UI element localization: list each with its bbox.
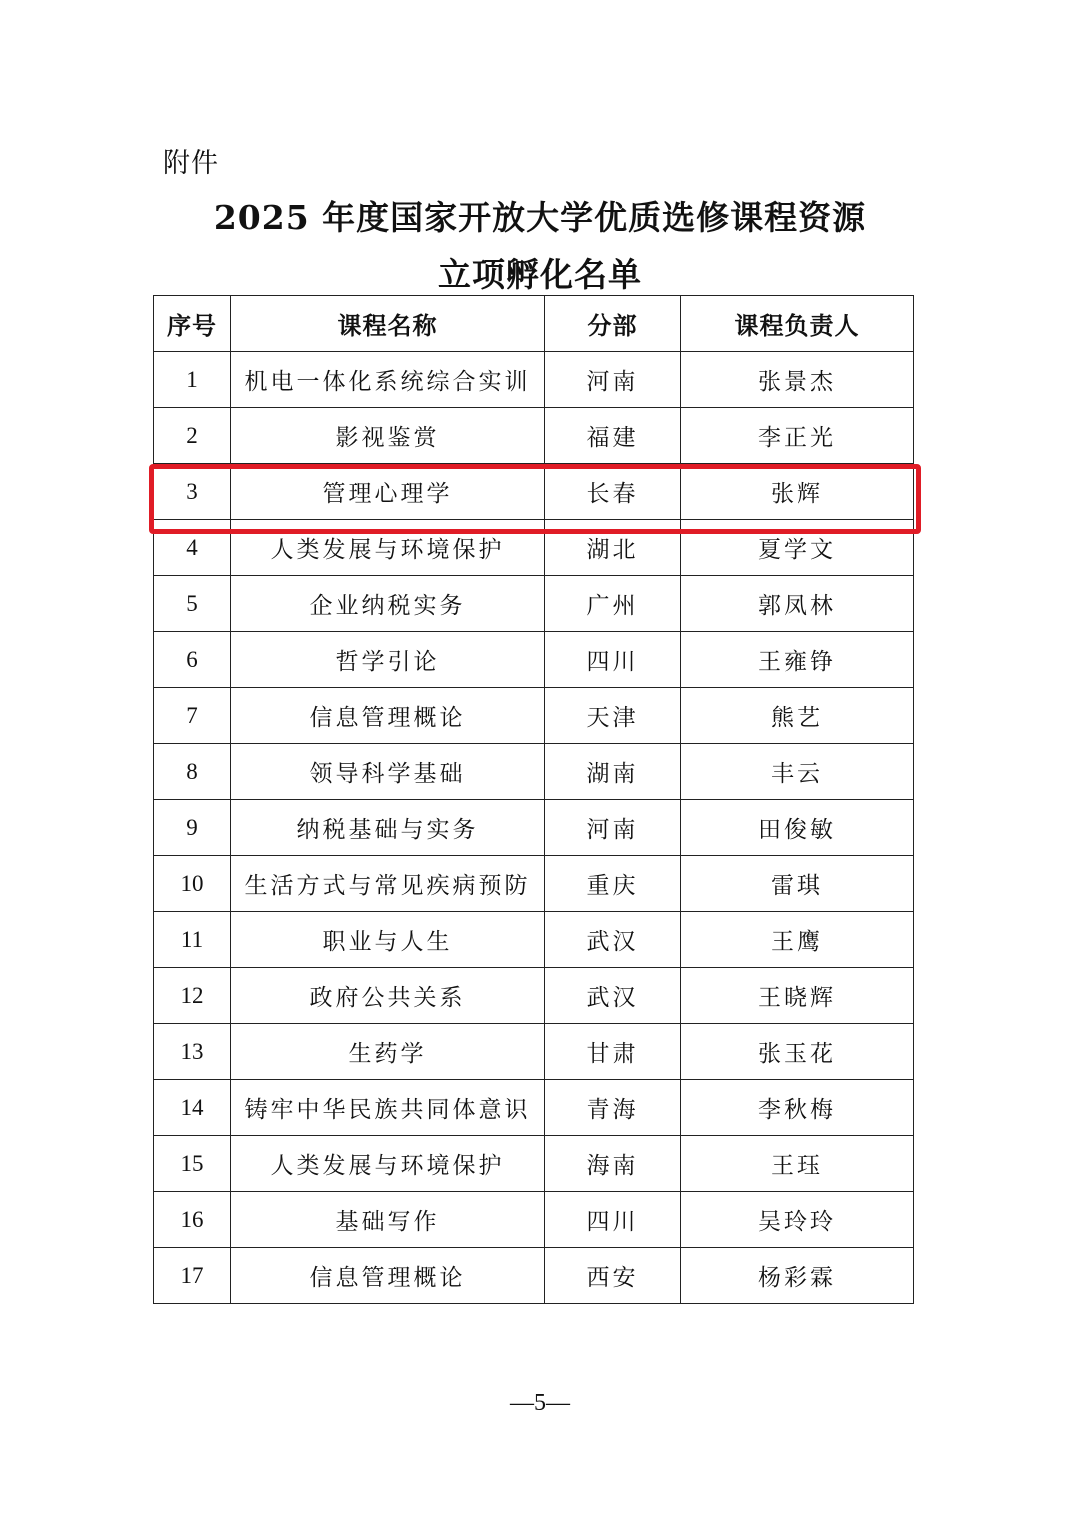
table-row — [154, 688, 914, 744]
table-row — [154, 632, 914, 688]
row-course-lead-cell: 熊艺 — [681, 688, 914, 744]
table-row — [154, 464, 914, 520]
row-index-cell: 2 — [154, 408, 231, 464]
row-course-lead-cell: 李正光 — [681, 408, 914, 464]
row-branch-cell: 青海 — [545, 1080, 681, 1136]
table-header-row — [154, 296, 914, 352]
row-branch-cell: 四川 — [545, 1192, 681, 1248]
row-course-name-cell: 信息管理概论 — [231, 1248, 545, 1304]
row-course-lead-cell: 杨彩霖 — [681, 1248, 914, 1304]
row-course-lead-cell: 夏学文 — [681, 520, 914, 576]
row-branch-cell: 武汉 — [545, 968, 681, 1024]
table-row — [154, 520, 914, 576]
table-row — [154, 1248, 914, 1304]
row-branch-cell: 武汉 — [545, 912, 681, 968]
row-course-name-cell: 政府公共关系 — [231, 968, 545, 1024]
row-index-cell: 8 — [154, 744, 231, 800]
row-course-lead-cell: 王雍铮 — [681, 632, 914, 688]
row-course-name-cell: 人类发展与环境保护 — [231, 1136, 545, 1192]
row-course-lead-cell: 吴玲玲 — [681, 1192, 914, 1248]
row-index-cell: 11 — [154, 912, 231, 968]
table-row — [154, 856, 914, 912]
table-row — [154, 744, 914, 800]
attachment-label: 附件 — [163, 148, 219, 179]
table-row — [154, 912, 914, 968]
row-branch-cell: 湖南 — [545, 744, 681, 800]
row-index-cell: 7 — [154, 688, 231, 744]
row-course-name-cell: 领导科学基础 — [231, 744, 545, 800]
row-course-lead-cell: 王鹰 — [681, 912, 914, 968]
row-course-name-cell: 生药学 — [231, 1024, 545, 1080]
row-course-name-cell: 铸牢中华民族共同体意识 — [231, 1080, 545, 1136]
header-course-lead: 课程负责人 — [681, 296, 914, 352]
row-course-lead-cell: 丰云 — [681, 744, 914, 800]
row-index-cell: 12 — [154, 968, 231, 1024]
table-row — [154, 1024, 914, 1080]
row-course-lead-cell: 张玉花 — [681, 1024, 914, 1080]
header-course-name: 课程名称 — [231, 296, 545, 352]
row-course-name-cell: 哲学引论 — [231, 632, 545, 688]
row-course-name-cell: 信息管理概论 — [231, 688, 545, 744]
table-row — [154, 576, 914, 632]
table-row — [154, 800, 914, 856]
course-list-table — [153, 295, 914, 1304]
row-course-lead-cell: 田俊敏 — [681, 800, 914, 856]
row-index-cell: 10 — [154, 856, 231, 912]
row-index-cell: 5 — [154, 576, 231, 632]
row-course-lead-cell: 雷琪 — [681, 856, 914, 912]
row-index-cell: 4 — [154, 520, 231, 576]
header-index: 序号 — [154, 296, 231, 352]
row-course-name-cell: 影视鉴赏 — [231, 408, 545, 464]
row-index-cell: 3 — [154, 464, 231, 520]
table-row — [154, 1136, 914, 1192]
row-branch-cell: 西安 — [545, 1248, 681, 1304]
table-row — [154, 352, 914, 408]
row-course-lead-cell: 张景杰 — [681, 352, 914, 408]
row-branch-cell: 甘肃 — [545, 1024, 681, 1080]
row-course-name-cell: 生活方式与常见疾病预防 — [231, 856, 545, 912]
row-branch-cell: 重庆 — [545, 856, 681, 912]
table-body — [154, 352, 914, 1304]
row-course-name-cell: 企业纳税实务 — [231, 576, 545, 632]
table-row — [154, 968, 914, 1024]
row-branch-cell: 福建 — [545, 408, 681, 464]
table-row — [154, 1192, 914, 1248]
row-index-cell: 13 — [154, 1024, 231, 1080]
row-index-cell: 15 — [154, 1136, 231, 1192]
row-branch-cell: 海南 — [545, 1136, 681, 1192]
row-course-lead-cell: 郭凤林 — [681, 576, 914, 632]
row-course-name-cell: 管理心理学 — [231, 464, 545, 520]
table-row — [154, 1080, 914, 1136]
row-course-lead-cell: 王珏 — [681, 1136, 914, 1192]
table-row — [154, 408, 914, 464]
row-course-lead-cell: 张辉 — [681, 464, 914, 520]
page-number: —5— — [510, 1390, 570, 1416]
row-index-cell: 16 — [154, 1192, 231, 1248]
row-course-lead-cell: 李秋梅 — [681, 1080, 914, 1136]
row-course-name-cell: 人类发展与环境保护 — [231, 520, 545, 576]
row-course-name-cell: 职业与人生 — [231, 912, 545, 968]
row-branch-cell: 河南 — [545, 352, 681, 408]
header-branch: 分部 — [545, 296, 681, 352]
row-branch-cell: 湖北 — [545, 520, 681, 576]
document-title-line-1: 2025 年度国家开放大学优质选修课程资源 — [213, 198, 867, 237]
row-branch-cell: 天津 — [545, 688, 681, 744]
row-index-cell: 6 — [154, 632, 231, 688]
row-branch-cell: 长春 — [545, 464, 681, 520]
row-index-cell: 1 — [154, 352, 231, 408]
row-branch-cell: 河南 — [545, 800, 681, 856]
row-course-name-cell: 纳税基础与实务 — [231, 800, 545, 856]
row-course-name-cell: 机电一体化系统综合实训 — [231, 352, 545, 408]
row-index-cell: 14 — [154, 1080, 231, 1136]
row-course-name-cell: 基础写作 — [231, 1192, 545, 1248]
row-course-lead-cell: 王晓辉 — [681, 968, 914, 1024]
row-branch-cell: 四川 — [545, 632, 681, 688]
row-branch-cell: 广州 — [545, 576, 681, 632]
row-index-cell: 9 — [154, 800, 231, 856]
document-title-line-2: 立项孵化名单 — [438, 255, 642, 294]
row-index-cell: 17 — [154, 1248, 231, 1304]
